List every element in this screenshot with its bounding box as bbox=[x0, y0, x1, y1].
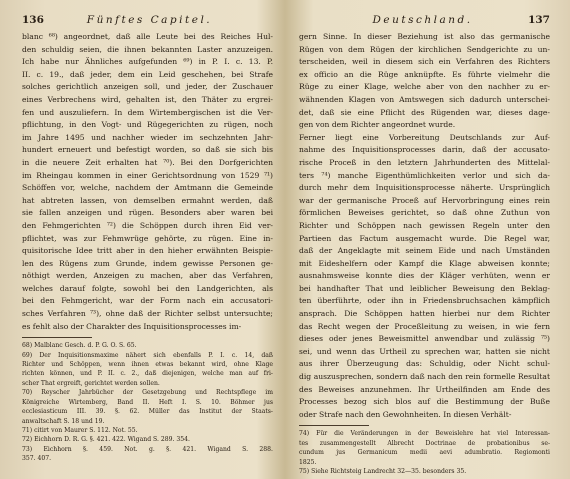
text-line: 74) Für die Veränderungen in der Beweislehre hat viel Interessan- bbox=[299, 430, 550, 438]
running-title: Fünftes Capitel. bbox=[86, 14, 213, 26]
text-line: wähnenden Klagen von Amtswegen sich dadurch unterschei- bbox=[299, 94, 550, 104]
text-line: anwaltschaft S. 18 und 19. bbox=[22, 417, 105, 425]
text-line: Richter und Schöppen, wenn ihnen etwas bekannt wird, ohne Klage bbox=[22, 361, 273, 369]
body-text bbox=[299, 31, 550, 421]
text-line: 73) Eichhorn §. 459. Not. g. §. 421. Wigand S. 288. bbox=[22, 445, 273, 453]
text-line: bei den Fehmgericht, war der Form nach ein accusatori- bbox=[22, 296, 273, 306]
text-line: den schuldig seien, die ihnen bekannten Laster anzuzeigen. bbox=[22, 44, 273, 54]
text-line: 75) Siehe Richtsteig Landrecht 32—35. besonders 35. bbox=[299, 468, 467, 476]
text-line: ex officio an die Rüge anknüpfte. Es führte vielmehr die bbox=[299, 69, 550, 79]
footnote-rule bbox=[299, 425, 369, 426]
text-line: len des Rügens zum Grunde, indem gewisse Personen ge- bbox=[22, 258, 273, 268]
text-line: gen von dem Richter angeordnet wurde. bbox=[299, 120, 456, 130]
text-line: bei handhafter That und leiblicher Beweisung den Beklag- bbox=[299, 283, 550, 293]
text-line: terscheiden, weil in diesem sich ein Verfahren des Richters bbox=[299, 57, 550, 67]
text-line: Ich habe nur Ähnliches aufgefunden ⁶⁹) in P. I. c. 13. P. bbox=[22, 57, 273, 67]
right-page bbox=[285, 0, 570, 479]
page-number: 137 bbox=[528, 14, 550, 26]
text-line: Ferner liegt eine Vorbereitung Deutschlands zur Auf- bbox=[299, 132, 550, 142]
text-line: 357. 407. bbox=[22, 455, 52, 463]
text-line: es fehlt also der Charakter des Inquisitionsprocesses im- bbox=[22, 321, 242, 331]
text-line: fen und auszuliefern. In dem Wirtembergischen ist die Ver- bbox=[22, 107, 273, 117]
text-line: blanc ⁶⁸) angeordnet, daß alle Leute bei des Reiches Hul- bbox=[22, 32, 273, 41]
text-line: Königreiche Wirtemberg, Band II. Heft I. S. 10. Böhmer jus bbox=[22, 398, 273, 406]
text-line: sie fallen anzeigen und rügen. Besonders aber waren bei bbox=[22, 208, 273, 218]
text-line: Richter und Schöppen nach gewissen Regeln unter den bbox=[299, 220, 550, 230]
text-line: ecclesiasticum III. 39. §. 62. Müller das Institut der Staats- bbox=[22, 408, 273, 416]
running-title: Deutschland. bbox=[372, 14, 473, 26]
page-header bbox=[22, 14, 273, 27]
text-line: richten können, und P. II. c. 2., daß diejenigen, welche man auf fri- bbox=[22, 370, 273, 378]
text-line: II. c. 19., daß jeder, dem ein Leid geschehen, bei Strafe bbox=[22, 69, 273, 79]
text-line: im Jahre 1495 und nachher wieder im sechzehnten Jahr- bbox=[22, 132, 273, 142]
text-line: nahme des Inquisitionsprocesses darin, daß der accusato- bbox=[299, 145, 550, 155]
text-line: nöthigt werden, Anzeigen zu machen, aber das Verfahren, bbox=[22, 271, 273, 281]
text-line: scher That ergreift, gerichtet werden sollen. bbox=[22, 379, 160, 387]
text-line: 68) Malblanc Gesch. d. P. G. O. S. 65. bbox=[22, 342, 137, 350]
text-line: cundum jus Germanicum medii aevi adumbratio. Regiomonti bbox=[299, 449, 550, 457]
text-line: dig auszusprechen, sondern daß nach den rein formelle Resultat bbox=[299, 372, 550, 382]
text-line: ansprach. Die Schöppen hatten hierbei nur dem Richter bbox=[299, 309, 550, 319]
text-line: ten überführte, oder ihn in Friedensbruchsachen kämpflich bbox=[299, 296, 550, 306]
text-line: rische Proceß in den letztern Jahrhunderten des Mittelal- bbox=[299, 157, 550, 167]
text-line: quisitorische Idee tritt aber in den hieher erwähnten Beispie- bbox=[22, 246, 273, 256]
text-line: det, daß sie eine Pflicht des Rügenden war, dieses dage- bbox=[299, 107, 550, 117]
text-line: den Fehmgerichten ⁷²) die Schöppen durch ihren Eid ver- bbox=[22, 220, 273, 230]
text-line: pflichtung, in den Vogt- und Rügegerichten zu rügen, noch bbox=[22, 120, 273, 130]
text-line: Schöffen vor, welche, nachdem der Amtmann die Gemeinde bbox=[22, 183, 273, 193]
text-line: Partieen das Factum ausgemacht wurde. Die Regel war, bbox=[299, 233, 550, 243]
text-line: das Recht wegen der Proceßleitung zu weisen, in wie fern bbox=[299, 321, 550, 331]
text-line: sei, und wenn das Urtheil zu sprechen war, hatten sie nicht bbox=[299, 346, 550, 356]
text-line: daß der Angeklagte mit seinem Eide und nach Umständen bbox=[299, 246, 550, 256]
text-line: in die neuere Zeit erhalten hat ⁷⁰). Bei den Dorfgerichten bbox=[22, 157, 273, 167]
text-line: tes zusammengestellt Albrecht Doctrinae de probationibus se- bbox=[299, 439, 550, 447]
page-number: 136 bbox=[22, 14, 44, 26]
text-line: Processes bezog sich blos auf die Bestimmung der Buße bbox=[299, 397, 550, 407]
footnote-rule bbox=[22, 337, 92, 338]
text-line: war der germanische Proceß auf Hervorbringung eines rein bbox=[299, 195, 550, 205]
text-line: 72) Eichhorn D. R. G. §. 421. 422. Wigand S. 289. 354. bbox=[22, 436, 190, 444]
text-line: des Beweises anzunehmen. Ihr Urtheilfinden am Ende des bbox=[299, 384, 550, 394]
text-line: hat abtreten lassen, von demselben ermahnt werden, daß bbox=[22, 195, 273, 205]
text-line: Rügen von dem Rügen der kirchlichen Sendgerichte zu un- bbox=[299, 44, 550, 54]
text-line: hundert erneuert und befestigt worden, so daß sie sich bis bbox=[22, 145, 273, 155]
body-text bbox=[22, 31, 273, 333]
text-line: ters ⁷⁴) manche Eigenthümlichkeiten verlor und sich da- bbox=[299, 170, 550, 180]
text-line: 71) citirt von Maurer S. 112. Not. 55. bbox=[22, 426, 138, 434]
text-line: solches gerichtlich anzeigen soll, und jeder, der Zuschauer bbox=[22, 82, 273, 92]
text-line: förmlichen Beweises gerichtet, so daß ohne Zuthun von bbox=[299, 208, 550, 218]
text-line: mit Eideshelfern oder Kampf die Klage abweisen konnte; bbox=[299, 258, 550, 268]
footnotes bbox=[299, 429, 550, 476]
text-line: gern Sinne. In dieser Beziehung ist also das germanische bbox=[299, 32, 550, 41]
text-line: welches darauf folgte, sowohl bei den Landgerichten, als bbox=[22, 283, 273, 293]
text-line: eines Verbrechens wird, gehalten ist, den Thäter zu ergrei- bbox=[22, 94, 273, 104]
text-line: aus ihrer Überzeugung das: Schuldig, oder Nicht schul- bbox=[299, 359, 550, 369]
text-line: 70) Reyscher Jahrbücher der Gesetzgebung und Rechtspflege im bbox=[22, 389, 273, 397]
text-line: oder Strafe nach den Gewohnheiten. In diesen Verhält- bbox=[299, 409, 512, 419]
text-line: ausnahmsweise konnte dies der Kläger verhüten, wenn er bbox=[299, 271, 550, 281]
page-header bbox=[299, 14, 550, 27]
text-line: Rüge zu einer Klage, welche aber von den nachher zu er- bbox=[299, 82, 550, 92]
text-line: im Rheingau kommen in einer Gerichtsordnung von 1529 ⁷¹) bbox=[22, 170, 273, 180]
footnotes bbox=[22, 341, 273, 463]
text-line: dieses oder jenes Beweismittel anwendbar und zulässig ⁷⁵) bbox=[299, 334, 550, 344]
text-line: sches Verfahren ⁷³), ohne daß der Richter selbst untersuchte; bbox=[22, 309, 273, 319]
text-line: 1825. bbox=[299, 458, 317, 466]
text-line: 69) Der Inquisitionsmaxime nähert sich ebenfalls P. I. c. 14, daß bbox=[22, 351, 273, 359]
text-line: pflichtet, was zur Fehmwrüge gehörte, zu rügen. Eine in- bbox=[22, 233, 273, 243]
text-line: durch mehr dem Inquisitionsprocesse näherte. Ursprünglich bbox=[299, 183, 550, 193]
